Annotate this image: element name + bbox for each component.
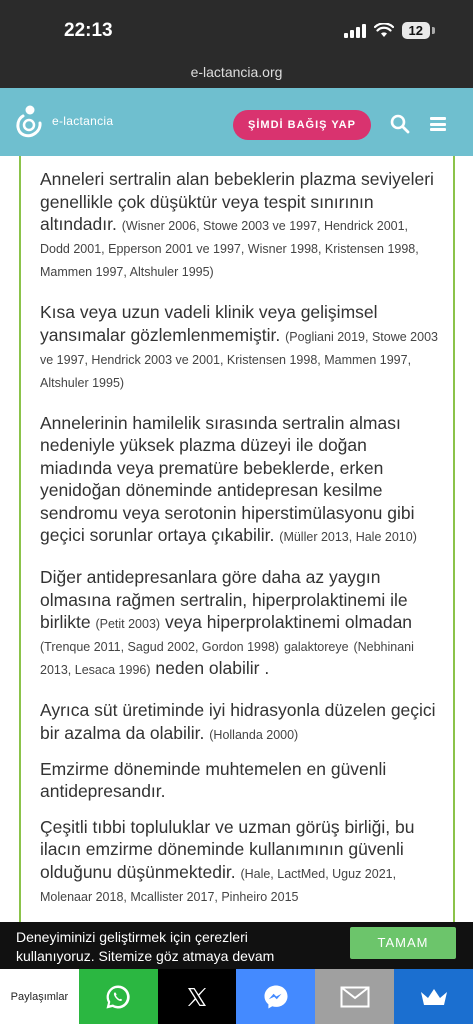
site-logo[interactable]: [14, 104, 113, 138]
battery-indicator: 12: [402, 22, 430, 39]
x-icon: [186, 986, 208, 1008]
paragraph-text: Diğer antidepresanlara göre daha az yaygın olmasına rağmen sertralin, hiperprolaktinemi ile birlikte: [40, 567, 408, 632]
whatsapp-share-button[interactable]: [79, 969, 158, 1024]
paragraph-5: [40, 699, 439, 745]
email-share-button[interactable]: [315, 969, 394, 1024]
messenger-share-button[interactable]: [236, 969, 315, 1024]
signal-icon: [344, 24, 366, 38]
paragraph-3: [40, 412, 439, 548]
x-share-button[interactable]: [158, 969, 237, 1024]
url-bar[interactable]: e-lactancia.org: [0, 56, 473, 88]
paragraph-text: neden olabilir .: [155, 658, 270, 678]
lactancia-logo-icon: [14, 104, 44, 138]
paragraph-text-small: galaktoreye: [283, 640, 349, 654]
paragraph-4: [40, 566, 439, 680]
main-content: [0, 156, 473, 922]
search-icon[interactable]: [390, 114, 410, 134]
reference-list[interactable]: (Trenque 2011, Sagud 2002, Gordon 1998): [40, 640, 280, 654]
wifi-icon: [374, 23, 394, 38]
paragraph-text: Çeşitli tıbbi topluluklar ve uzman görüş birliği, bu ilacın emzirme döneminde kullanımının güvenli olduğunu düşünmektedir.: [40, 816, 415, 882]
reference-list[interactable]: (Nebhinani 2013, Lesaca 1996): [40, 640, 414, 677]
share-bar: [0, 969, 473, 1024]
battery-nub: [432, 27, 435, 34]
cookie-banner: [0, 922, 473, 969]
paragraph-text: Annelerinin hamilelik sırasında sertralin alması nedeniyle yüksek plazma düzeyi ile doğan miadında veya prematüre bebeklerde, erken yenidoğan döneminde antidepresan kesilme sendromu veya serotonin hiperstimülasyonu gibi geçici sorunlar ortaya çıkabilir.: [40, 412, 415, 545]
reference-list[interactable]: (Petit 2003): [95, 617, 161, 631]
paragraph-6: [40, 758, 439, 803]
whatsapp-icon: [104, 983, 132, 1011]
logo-text: e-lactancia: [52, 114, 114, 128]
hamburger-menu-icon[interactable]: [430, 117, 446, 131]
reference-list[interactable]: (Pogliani 2019, Stowe 2003 ve 1997, Hendrick 2003 ve 2001, Kristensen 1998, Mammen 1997, Altshuler 1995): [40, 329, 438, 390]
reference-list[interactable]: (Hale, LactMed, Uguz 2021, Molenaar 2018, Mcallister 2017, Pinheiro 2015: [40, 866, 397, 904]
reference-list[interactable]: (Wisner 2006, Stowe 2003 ve 1997, Hendrick 2001, Dodd 2001, Epperson 2001 ve 1997, Wisner 1998, Kristensen 1998, Mammen 1997, Altshuler 1995): [40, 219, 419, 279]
email-icon: [340, 986, 370, 1008]
status-bar: [0, 0, 473, 56]
crown-icon: [419, 986, 449, 1008]
site-header: [0, 88, 473, 156]
share-label: Paylaşımlar: [0, 969, 79, 1024]
messenger-icon: [262, 983, 290, 1011]
paragraph-text: Anneleri sertralin alan bebeklerin plazma seviyeleri genellikle çok düşüktür veya tespit sınırının altındadır.: [40, 169, 434, 234]
status-time: 22:13: [64, 20, 113, 41]
cookie-message: Deneyiminizi geliştirmek için çerezleri kullanıyoruz. Sitemize göz atmaya devam: [16, 929, 275, 964]
cookie-accept-button[interactable]: TAMAM: [350, 927, 456, 959]
paragraph-2: [40, 301, 439, 393]
paragraph-text: Emzirme döneminde muhtemelen en güvenli antidepresandır.: [40, 758, 387, 801]
paragraph-text: veya hiperprolaktinemi olmadan: [164, 612, 413, 632]
status-icons: [344, 22, 435, 39]
more-share-button[interactable]: [394, 969, 473, 1024]
reference-list[interactable]: (Müller 2013, Hale 2010): [279, 530, 417, 544]
paragraph-text: Ayrıca süt üretiminde iyi hidrasyonla düzelen geçici bir azalma da olabilir.: [40, 700, 436, 743]
paragraph-1: [40, 168, 439, 282]
reference-list[interactable]: (Hollanda 2000): [209, 727, 299, 742]
paragraph-7: [40, 816, 439, 907]
paragraph-text: Kısa veya uzun vadeli klinik veya gelişimsel yansımalar gözlemlenmemiştir.: [40, 302, 378, 345]
info-card: [19, 156, 455, 922]
donate-button[interactable]: ŞİMDİ BAĞIŞ YAP: [233, 110, 371, 140]
